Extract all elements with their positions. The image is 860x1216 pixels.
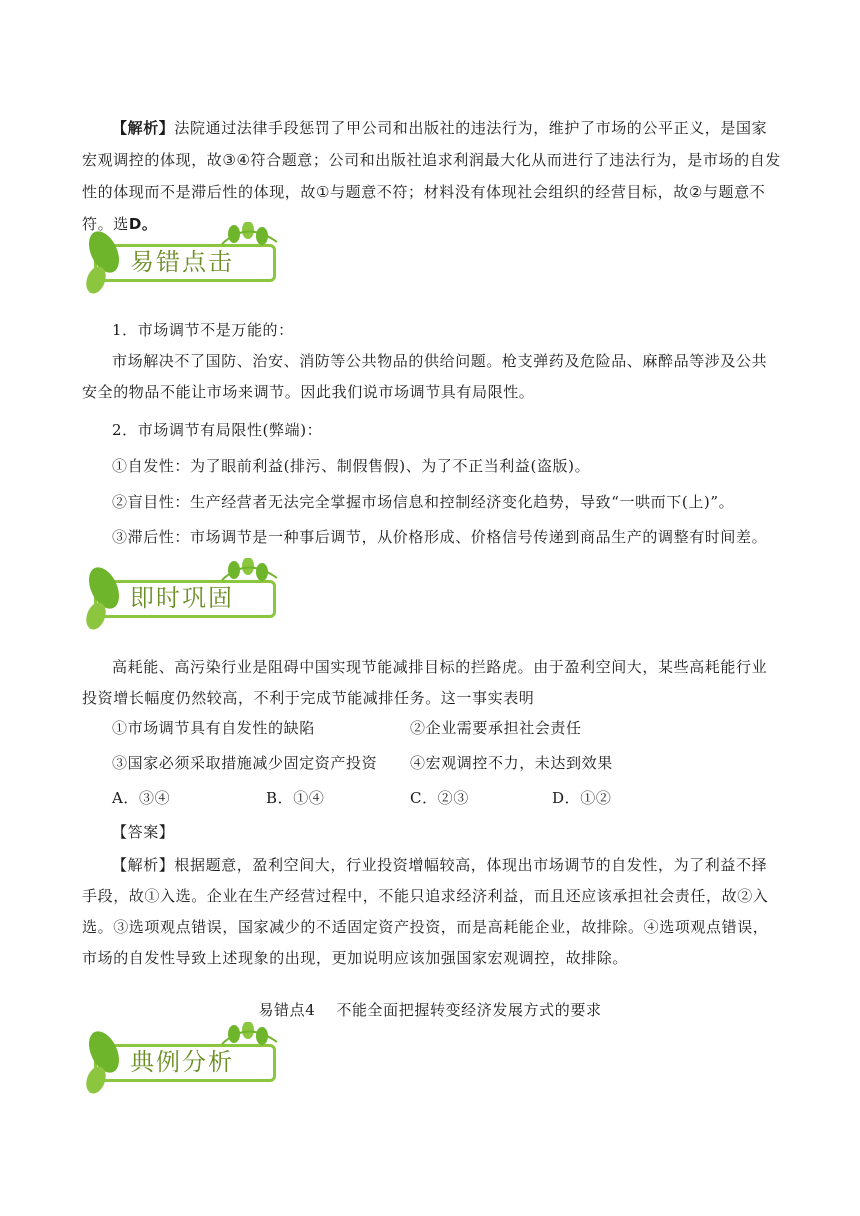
question-option-4: ④宏观调控不力，未达到效果 bbox=[410, 754, 613, 772]
answer-label: 【答案】 bbox=[112, 823, 175, 841]
section-badge-yicuo bbox=[82, 222, 282, 288]
yicuo-point2: ②盲目性：生产经营者无法完全掌握市场信息和控制经济变化趋势，导致“一哄而下(上)”。 bbox=[112, 493, 735, 511]
section-title: 易错点击 bbox=[130, 248, 234, 276]
yicuo-item1-title: 1．市场调节不是万能的： bbox=[112, 321, 294, 339]
question-analysis-text: 根据题意，盈利空间大，行业投资增幅较高，体现出市场调节的自发性，为了利益不择手段，故①入选。企业在生产经营过程中，不能只追求经济利益，而且还应该承担社会责任，故②入选。③选项观点错误，国家减少的不适固定资产投资，而是高耗能企业，故排除。④选项观点错误，市场的自发性导致上述现象的出现，更加说明应该加强国家宏观调控，故排除。 bbox=[82, 856, 769, 967]
yicuo-point1: ①自发性：为了眼前利益(排污、制假售假)、为了不正当利益(盗版)。 bbox=[112, 457, 591, 475]
analysis-label: 【解析】 bbox=[112, 119, 175, 137]
question-option-2: ②企业需要承担社会责任 bbox=[410, 719, 582, 737]
question-analysis-label: 【解析】 bbox=[112, 856, 175, 874]
section-heading-4: 易错点4 不能全面把握转变经济发展方式的要求 bbox=[258, 1001, 602, 1019]
section-badge-dianli bbox=[82, 1022, 282, 1088]
section-title: 即时巩固 bbox=[130, 584, 234, 612]
choice-a: A．③④ bbox=[112, 789, 171, 807]
choice-c: C．②③ bbox=[410, 789, 469, 807]
question-stem: 高耗能、高污染行业是阻碍中国实现节能减排目标的拦路虎。由于盈利空间大，某些高耗能行业投资增长幅度仍然较高，不利于完成节能减排任务。这一事实表明 bbox=[82, 658, 768, 707]
question-option-1: ①市场调节具有自发性的缺陷 bbox=[112, 719, 315, 737]
section-title: 典例分析 bbox=[130, 1048, 234, 1076]
question-option-3: ③国家必须采取措施减少固定资产投资 bbox=[112, 754, 378, 772]
yicuo-item1-body: 市场解决不了国防、治安、消防等公共物品的供给问题。枪支弹药及危险品、麻醉品等涉及公共安全的物品不能让市场来调节。因此我们说市场调节具有局限性。 bbox=[82, 352, 768, 401]
analysis-answer: D。 bbox=[128, 215, 158, 233]
section-badge-jishi bbox=[82, 558, 282, 624]
question-analysis bbox=[82, 850, 782, 974]
yicuo-point3: ③滞后性：市场调节是一种事后调节，从价格形成、价格信号传递到商品生产的调整有时间差。 bbox=[112, 528, 768, 546]
yicuo-item2-title: 2．市场调节有局限性(弊端)： bbox=[112, 421, 323, 439]
choice-d: D．①② bbox=[552, 789, 612, 807]
choice-b: B．①④ bbox=[266, 789, 325, 807]
analysis-paragraph-1 bbox=[82, 112, 782, 240]
analysis-text: 法院通过法律手段惩罚了甲公司和出版社的违法行为，维护了市场的公平正义，是国家宏观调控的体现，故③④符合题意；公司和出版社追求利润最大化从而进行了违法行为，是市场的自发性的体现而不是滞后性的体现，故①与题意不符；材料没有体现社会组织的经营目标，故②与题意不符。选 bbox=[82, 119, 781, 233]
